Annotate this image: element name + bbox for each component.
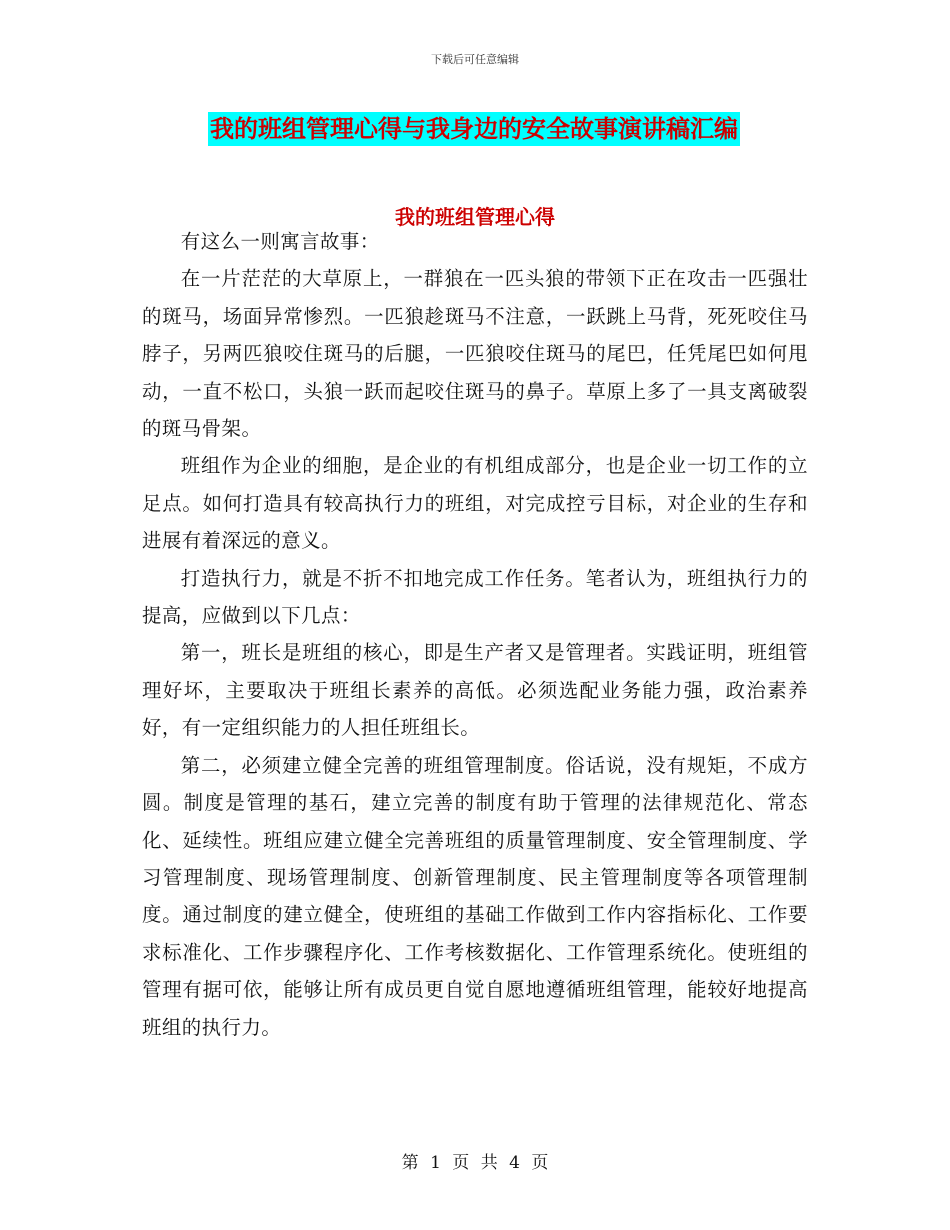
section-title: 我的班组管理心得 bbox=[395, 205, 555, 229]
paragraph: 有这么一则寓言故事： bbox=[180, 230, 380, 253]
paragraph: 在一片茫茫的大草原上，一群狼在一匹头狼的带领下正在攻击一匹强壮的斑马，场面异常惨烈。一匹狼趁斑马不注意，一跃跳上马背，死死咬住马脖子，另两匹狼咬住斑马的后腿，一匹狼咬住斑马的尾巴，任凭尾巴如何甩动，一直不松口，头狼一跃而起咬住斑马的鼻子。草原上多了一具支离破裂的斑马骨架。 bbox=[142, 267, 808, 441]
document-body bbox=[142, 223, 808, 1046]
paragraph: 第二，必须建立健全完善的班组管理制度。俗话说，没有规矩，不成方圆。制度是管理的基石，建立完善的制度有助于管理的法律规范化、常态化、延续性。班组应建立健全完善班组的质量管理制度、安全管理制度、学习管理制度、现场管理制度、创新管理制度、民主管理制度等各项管理制度。通过制度的建立健全，使班组的基础工作做到工作内容指标化、工作要求标准化、工作步骤程序化、工作考核数据化、工作管理系统化。使班组的管理有据可依，能够让所有成员更自觉自愿地遵循班组管理，能较好地提高班组的执行力。 bbox=[142, 753, 808, 1039]
paragraph: 第一，班长是班组的核心，即是生产者又是管理者。实践证明，班组管理好坏，主要取决于班组长素养的高低。必须选配业务能力强，政治素养好，有一定组织能力的人担任班组长。 bbox=[142, 641, 808, 740]
page-number-footer: 第 1 页 共 4 页 bbox=[401, 1153, 549, 1173]
page-header-note: 下载后可任意编辑 bbox=[431, 53, 519, 66]
paragraph: 打造执行力，就是不折不扣地完成工作任务。笔者认为，班组执行力的提高，应做到以下几点： bbox=[142, 566, 808, 628]
document-title: 我的班组管理心得与我身边的安全故事演讲稿汇编 bbox=[208, 112, 740, 146]
paragraph: 班组作为企业的细胞，是企业的有机组成部分，也是企业一切工作的立足点。如何打造具有较高执行力的班组，对完成控亏目标，对企业的生存和进展有着深远的意义。 bbox=[142, 454, 808, 553]
